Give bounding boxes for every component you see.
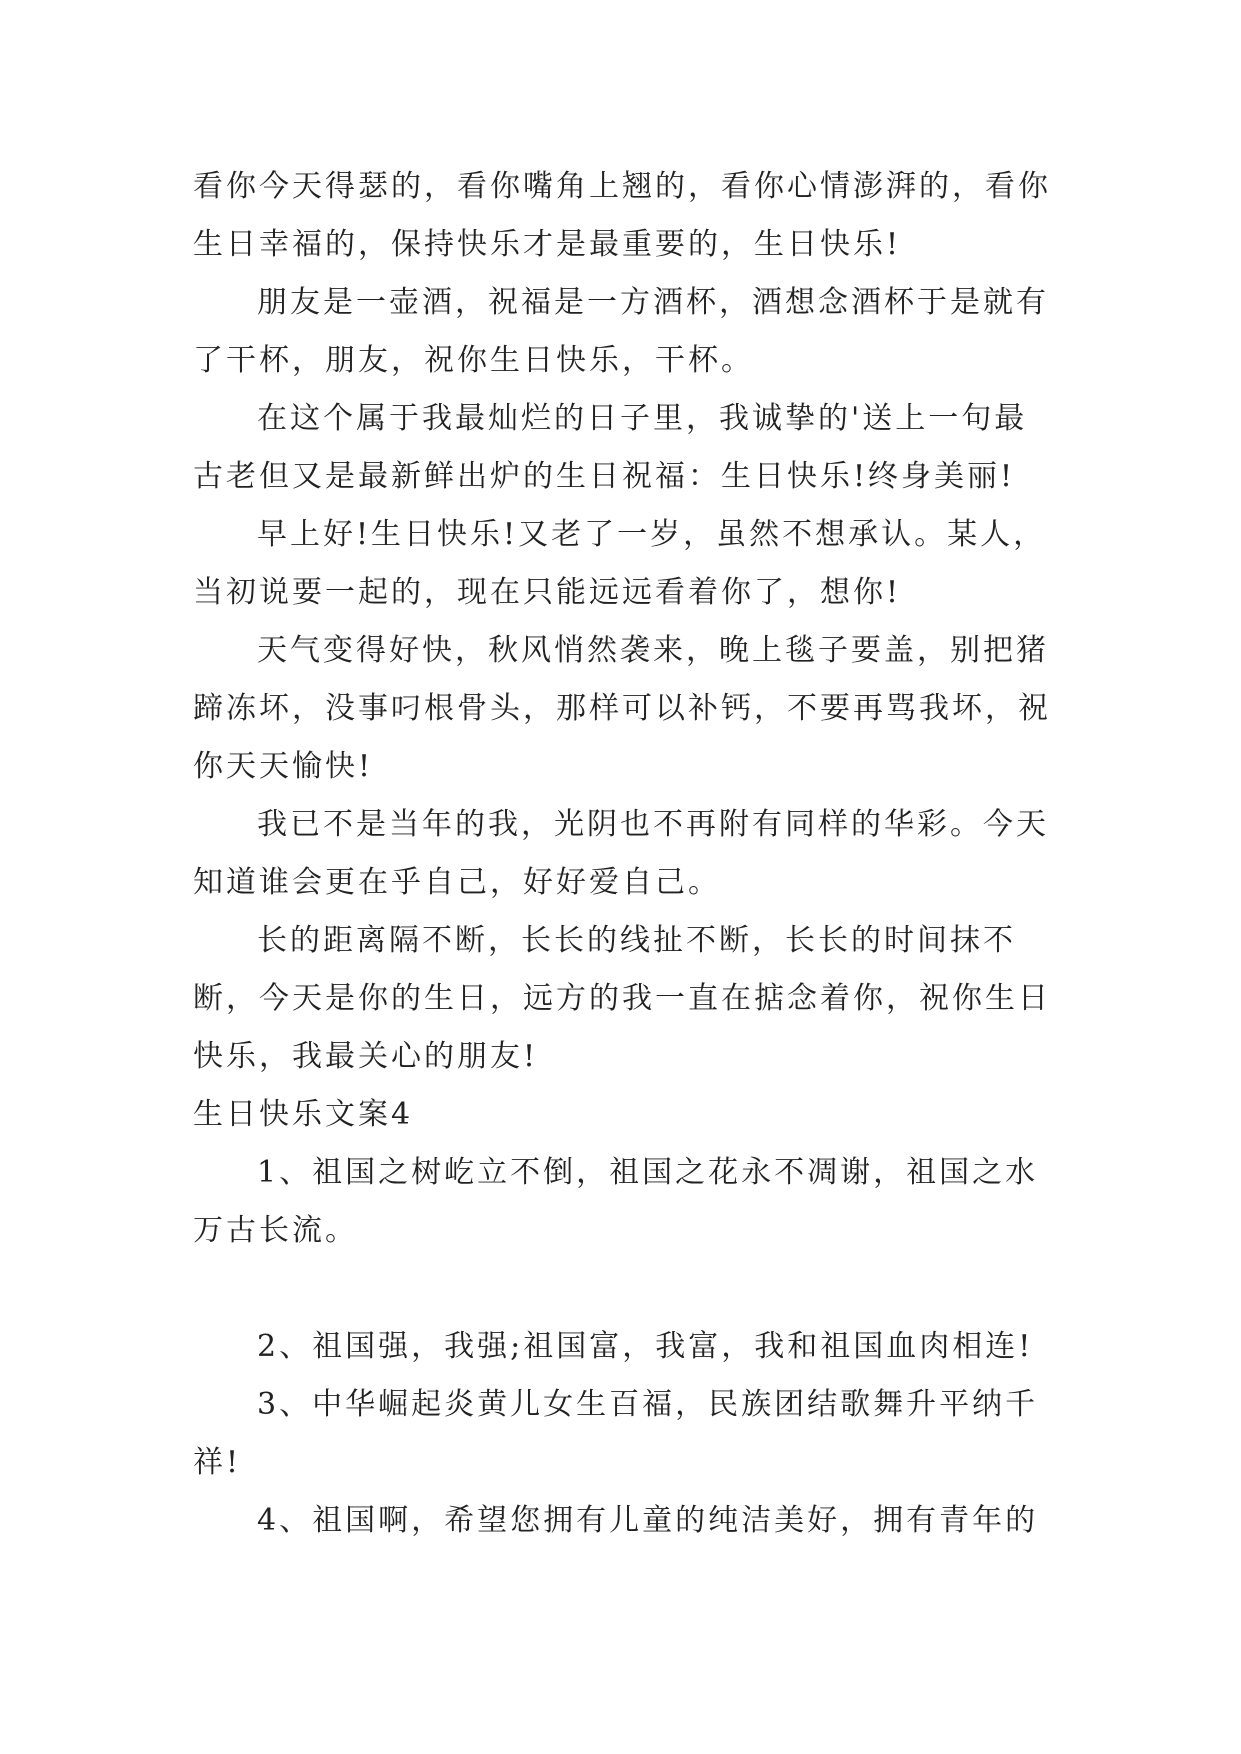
list-item: 4、祖国啊，希望您拥有儿童的纯洁美好，拥有青年的 [257, 1503, 1039, 1538]
blank-line [193, 1260, 1053, 1318]
section-heading: 生日快乐文案4 [193, 1097, 414, 1132]
paragraph: 在这个属于我最灿烂的日子里，我诚挚的'送上一句最古老但又是最新鲜出炉的生日祝福：生日快乐!终身美丽! [193, 401, 1028, 494]
list-item: 2、祖国强，我强;祖国富，我富，我和祖国血肉相连! [257, 1329, 1034, 1364]
paragraph: 看你今天得瑟的，看你嘴角上翘的，看你心情澎湃的，看你生日幸福的，保持快乐才是最重要的，生日快乐! [193, 169, 1051, 262]
list-item: 1、祖国之树屹立不倒，祖国之花永不凋谢，祖国之水万古长流。 [193, 1155, 1039, 1248]
list-item: 3、中华崛起炎黄儿女生百福，民族团结歌舞升平纳千祥! [193, 1387, 1039, 1480]
paragraph: 天气变得好快，秋风悄然袭来，晚上毯子要盖，别把猪蹄冻坏，没事叼根骨头，那样可以补钙，不要再骂我坏，祝你天天愉快! [193, 633, 1051, 784]
paragraph: 长的距离隔不断，长长的线扯不断，长长的时间抹不断，今天是你的生日，远方的我一直在掂念着你，祝你生日快乐，我最关心的朋友! [193, 923, 1051, 1074]
paragraph: 朋友是一壶酒，祝福是一方酒杯，酒想念酒杯于是就有了干杯，朋友，祝你生日快乐，干杯。 [193, 285, 1049, 378]
paragraph: 我已不是当年的我，光阴也不再附有同样的华彩。今天知道谁会更在乎自己，好好爱自己。 [193, 807, 1049, 900]
paragraph: 早上好!生日快乐!又老了一岁，虽然不想承认。某人，当初说要一起的，现在只能远远看着你了，想你! [193, 517, 1047, 610]
document-body [193, 158, 1053, 1550]
